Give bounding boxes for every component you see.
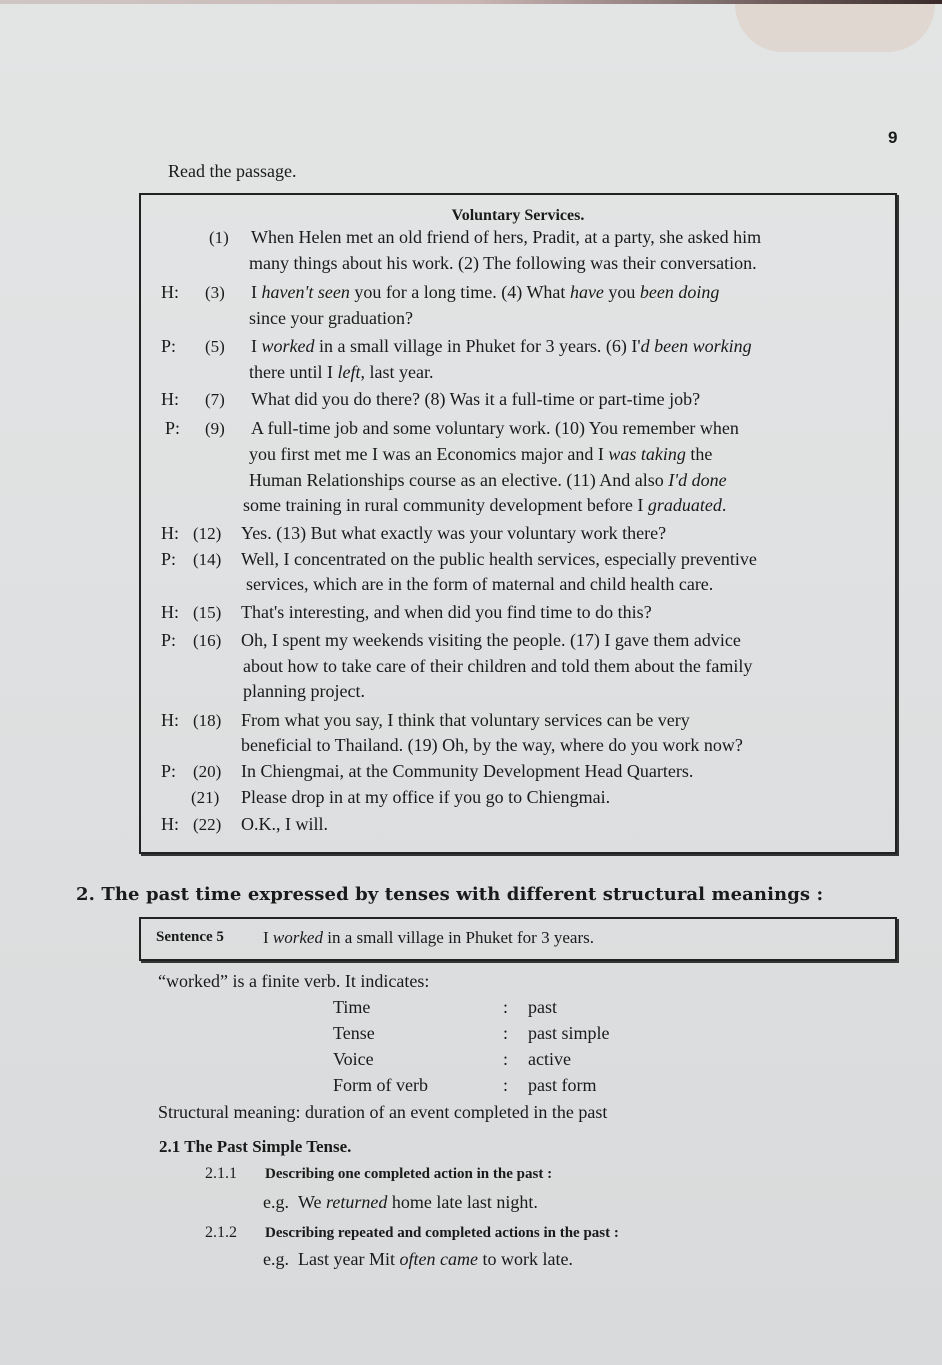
instruction-text: Read the passage. [168,161,297,181]
indicates-value: past [528,997,557,1017]
passage-line: Oh, I spent my weekends visiting the people. (17) I gave them advice [241,630,741,650]
sentence-number: (15) [193,603,222,622]
passage-line: services, which are in the form of maternal and child health care. [246,574,714,594]
passage-line: beneficial to Thailand. (19) Oh, by the way, where do you work now? [241,735,743,755]
speaker-label: H: [161,814,179,834]
sentence-number: (20) [193,762,222,781]
indicates-value: past form [528,1075,597,1095]
passage-line: Well, I concentrated on the public health services, especially preventive [241,549,757,569]
sentence-number: (12) [193,524,222,543]
sentence-number: (22) [193,815,222,834]
passage-line: In Chiengmai, at the Community Development Head Quarters. [241,761,694,781]
item-example: e.g. We returned home late last night. [263,1192,538,1212]
item-number: 2.1.1 [205,1165,237,1182]
indicates-label: Form of verb [333,1075,428,1095]
sentence-number: (18) [193,711,222,730]
structural-meaning: Structural meaning: duration of an event completed in the past [158,1102,608,1122]
sentence-number: (7) [205,390,225,409]
passage-line: Human Relationships course as an elective. (11) And also I'd done [249,470,727,490]
passage-line: Yes. (13) But what exactly was your voluntary work there? [241,523,667,543]
passage-line: Please drop in at my office if you go to Chiengmai. [241,787,611,807]
sentence-number: (16) [193,631,222,650]
page-number: 9 [888,128,898,147]
passage-line: When Helen met an old friend of hers, Pradit, at a party, she asked him [251,227,762,247]
passage-line: O.K., I will. [241,814,328,834]
item-title: Describing repeated and completed actions in the past : [265,1225,619,1241]
section-2-heading: 2. The past time expressed by tenses with different structural meanings : [76,884,824,905]
sentence-number: (14) [193,550,222,569]
sentence-number: (1) [209,228,229,247]
indicates-colon: : [503,997,509,1017]
sentence-number: (3) [205,283,225,302]
speaker-label: H: [161,602,179,622]
passage-line: I haven't seen you for a long time. (4) What have you been doing [251,282,720,302]
speaker-label: P: [161,549,177,569]
passage-line: you first met me I was an Economics major and I was taking the [249,444,713,464]
passage-box [139,193,897,854]
sentence-number: (9) [205,419,225,438]
intro-text: “worked” is a finite verb. It indicates: [158,971,430,991]
passage-line: since your graduation? [249,308,413,328]
paper-stain [735,4,935,52]
speaker-label: H: [161,523,179,543]
sentence-number: (21) [191,788,220,807]
passage-line: about how to take care of their children and told them about the family [243,656,753,676]
indicates-colon: : [503,1049,509,1069]
sentence-text: I worked in a small village in Phuket for 3 years. [263,928,594,947]
subsection-heading: 2.1 The Past Simple Tense. [159,1137,352,1156]
passage-line: planning project. [243,681,365,701]
speaker-label: H: [161,710,179,730]
indicates-colon: : [503,1075,509,1095]
sentence-label: Sentence 5 [156,929,224,945]
speaker-label: H: [161,389,179,409]
indicates-label: Voice [333,1049,374,1069]
speaker-label: P: [161,336,177,356]
sentence-number: (5) [205,337,225,356]
speaker-label: P: [165,418,181,438]
passage-line: there until I left, last year. [249,362,434,382]
speaker-label: P: [161,630,177,650]
indicates-value: past simple [528,1023,610,1043]
speaker-label: P: [161,761,177,781]
item-title: Describing one completed action in the past : [265,1166,553,1182]
speaker-label: H: [161,282,179,302]
passage-line: What did you do there? (8) Was it a full-time or part-time job? [251,389,701,409]
passage-title: Voluntary Services. [451,207,585,224]
indicates-value: active [528,1049,571,1069]
passage-line: I worked in a small village in Phuket for 3 years. (6) I'd been working [251,336,752,356]
item-example: e.g. Last year Mit often came to work late. [263,1249,573,1269]
passage-line: From what you say, I think that voluntary services can be very [241,710,690,730]
indicates-label: Tense [333,1023,375,1043]
indicates-label: Time [333,997,371,1017]
item-number: 2.1.2 [205,1224,237,1241]
passage-line: many things about his work. (2) The following was their conversation. [249,253,757,273]
sentence-box [139,917,897,961]
passage-line: A full-time job and some voluntary work. (10) You remember when [251,418,739,438]
passage-line: That's interesting, and when did you find time to do this? [241,602,652,622]
passage-line: some training in rural community development before I graduated. [243,495,727,515]
indicates-colon: : [503,1023,509,1043]
